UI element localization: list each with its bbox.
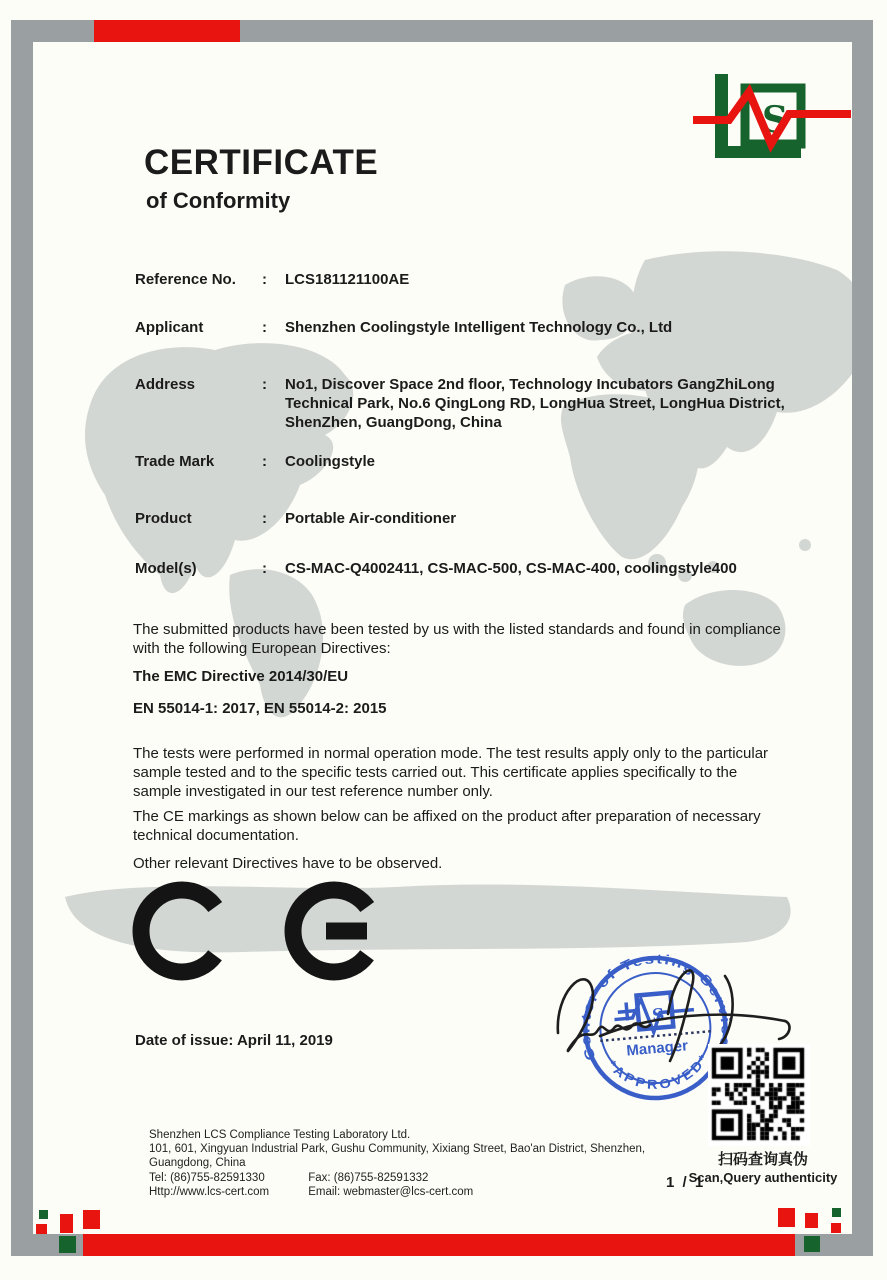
paragraph-ce-markings: The CE markings as shown below can be affixed on the product after preparation of necessary technical documentation.	[133, 808, 761, 844]
footer-tel: Tel: (86)755-82591330	[149, 1171, 265, 1184]
paragraph-tests: The tests were performed in normal operation mode. The test results apply only to the particular sample tested and to the specific tests carried out. This certificate applies specifically to the sample investigated in our test reference number only.	[133, 745, 769, 800]
lab-footer	[149, 1128, 645, 1199]
field-label: Model(s)	[135, 560, 197, 577]
field-label: Trade Mark	[135, 453, 215, 470]
field-label: Address	[135, 376, 196, 393]
deco-square	[832, 1208, 841, 1217]
field-row-trademark	[135, 452, 795, 471]
paragraph-standards: EN 55014-1: 2017, EN 55014-2: 2015	[133, 700, 387, 717]
ce-mark-icon	[130, 876, 385, 986]
field-colon: :	[262, 510, 267, 527]
border-left	[11, 20, 33, 1256]
qr-caption-zh: 扫码查询真伪	[717, 1151, 808, 1168]
footer-tel-fax	[149, 1171, 645, 1185]
address-line: ShenZhen, GuangDong, China	[285, 414, 502, 431]
stamp-ring-bottom-text: *APPROVED*	[604, 1050, 712, 1092]
footer-fax: Fax: (86)755-82591332	[308, 1171, 429, 1184]
field-value: LCS181121100AE	[285, 271, 410, 288]
footer-web: Http://www.lcs-cert.com	[149, 1185, 270, 1198]
address-line: Technical Park, No.6 QingLong RD, LongHua Street, LongHua District,	[285, 395, 785, 412]
footer-company: Shenzhen LCS Compliance Testing Laboratory Ltd.	[149, 1129, 411, 1141]
field-row-applicant	[135, 318, 795, 337]
deco-square	[778, 1208, 795, 1227]
certificate-subtitle: of Conformity	[146, 188, 291, 213]
stamp-ring-top-text: Center of Testing Service	[577, 951, 734, 1063]
field-value	[285, 375, 795, 432]
footer-address1: 101, 601, Xingyuan Industrial Park, Gushu Community, Xixiang Street, Bao'an District, Shenzhen,	[149, 1143, 646, 1156]
footer-address2: Guangdong, China	[149, 1157, 246, 1170]
field-colon: :	[262, 271, 267, 288]
field-value: Portable Air-conditioner	[285, 510, 457, 527]
paragraph-other: Other relevant Directives have to be observed.	[133, 855, 443, 872]
field-value: Shenzhen Coolingstyle Intelligent Technology Co., Ltd	[285, 319, 673, 336]
field-label: Product	[135, 510, 192, 527]
stamp-center-letter: S	[651, 1005, 666, 1027]
lcs-logo-icon	[693, 72, 853, 172]
field-row-address	[135, 375, 795, 432]
field-row-models	[135, 559, 795, 578]
border-red-bottom	[83, 1234, 795, 1256]
field-row-reference	[135, 270, 795, 289]
date-of-issue: Date of issue: April 11, 2019	[135, 1032, 333, 1049]
deco-square	[60, 1214, 73, 1233]
deco-square	[39, 1210, 48, 1219]
field-colon: :	[262, 376, 267, 393]
qr-code	[708, 1044, 810, 1146]
paragraph-compliance: The submitted products have been tested by us with the listed standards and found in compliance with the following European Directives:	[133, 621, 781, 657]
field-row-product	[135, 509, 795, 528]
deco-square	[36, 1224, 47, 1234]
logo-letter: S	[762, 99, 788, 141]
deco-square	[831, 1223, 841, 1233]
stamp-title: Manager	[625, 1037, 689, 1060]
border-red-top	[94, 20, 240, 42]
paragraph-directive: The EMC Directive 2014/30/EU	[133, 668, 349, 685]
deco-square	[805, 1213, 818, 1228]
field-value: CS-MAC-Q4002411, CS-MAC-500, CS-MAC-400, coolingstyle400	[285, 560, 737, 577]
field-label: Reference No.	[135, 271, 236, 288]
field-colon: :	[262, 560, 267, 577]
field-value: Coolingstyle	[285, 453, 376, 470]
qr-caption-en: Scan,Query authenticity	[688, 1170, 838, 1185]
deco-square	[804, 1236, 820, 1252]
field-label: Applicant	[135, 319, 204, 336]
field-colon: :	[262, 453, 267, 470]
footer-web-email	[149, 1185, 645, 1199]
certificate-title: CERTIFICATE	[144, 143, 379, 182]
deco-square	[59, 1236, 76, 1253]
address-line: No1, Discover Space 2nd floor, Technology Incubators GangZhiLong	[285, 376, 775, 393]
field-colon: :	[262, 319, 267, 336]
footer-email: Email: webmaster@lcs-cert.com	[308, 1185, 474, 1198]
border-right	[852, 20, 873, 1256]
deco-square	[83, 1210, 100, 1229]
page-number: 1 / 1	[666, 1174, 706, 1191]
